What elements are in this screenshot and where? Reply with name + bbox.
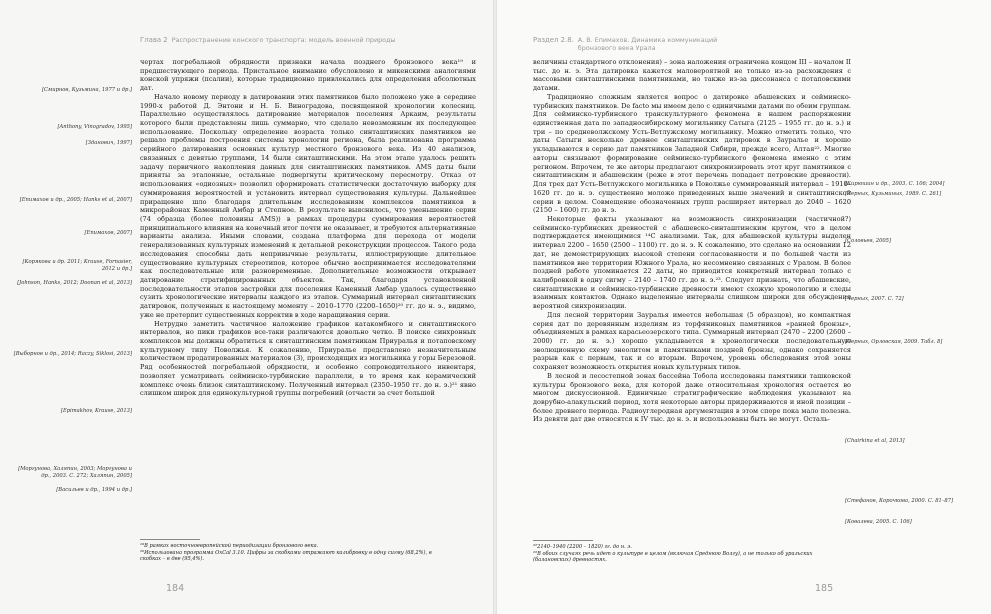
paragraph: В лесной и лесостепной зонах бассейна Тобола исследованы памятники ташковской культуры бронзового века, для которой даже относительная хронология остается во многом дискуссионной. Единичные стратиграфические наблюдения указывают на доврубно-алакульский период, хотя некоторые авторы придерживаются и иной позиции – более древнего периода. Радиоуглеродная аргументация в этом споре пока мало полезна. Из девяти дат две относятся к IV тыс. до н. э. и использованы быть не могут. Осталь-	[533, 371, 851, 424]
section-label: Раздел 2.8.	[533, 36, 574, 44]
margin-citation: [Ковалева, 2005. С. 106]	[845, 519, 912, 525]
paragraph: Нетрудно заметить частичное наложение графиков катакомбного и синташтинского интервалов, но пики графиков все-таки различаются довольно четко. В поиске синхронных комплексов мы должны обратиться к синташтинским памятникам Приуралья и потаповскому культурному типу Поволжья. К сожалению, Приуралье представлено незначительным количеством продатированных материалов (3), происходящих из могильника у горы Березовой. Ряд особенностей погребальной обрядности, и особенно сопроводительного инвентаря, позволяет усматривать сейминско-турбинские параллели, в то время как керамический комплекс очень близок синташтинскому. Полученный интервал (2350–1950 гг. до н. э.)²¹ явно слишком широк для единокультурной группы погребений (отчасти за счет большой	[140, 319, 476, 398]
margin-citation: [Anthony, Vinogradov, 1995]	[57, 124, 132, 130]
footnote-rule	[533, 540, 593, 541]
margin-citation: [Стефанов, Корочкова, 2000. С. 81–87]	[845, 498, 954, 504]
page-number-right: 185	[815, 583, 834, 594]
margin-citation: [Выборнов и др., 2014; Raczy, Siklosi, 2013]	[13, 351, 132, 357]
margin-citation: [Epimakhov, Krause, 2013]	[60, 408, 132, 414]
chapter-label: Глава 2	[140, 36, 168, 44]
paragraph: чертах погребальной обрядности признаки начала позднего бронзового века¹⁹ и предшествующего периода. Пристальное внимание обусловлено и микенскими аналогиями конской упряжи (псалии), которые традиционно привлекались для определения абсолютных дат.	[140, 58, 476, 93]
margin-citation: [Кирюшин и др., 2003. С. 106; 2004]	[845, 181, 945, 187]
paragraph: величины стандартного отклонения) – зона наложения ограничена концом III – началом II тыс. до н. э. Эта датировка кажется маловероятной не только из-за расхождения с массовыми синташтинскими памятниками, но также из-за диссонанса с потаповскими датами.	[533, 58, 851, 93]
margin-citation: [Johnson, Hanks, 2012; Doonan et al, 2013]	[17, 280, 132, 286]
footnote: ¹⁹В рамках восточноевропейской периодизации бронзового века.	[140, 543, 319, 549]
footnote: ²²2140–1940 (2200 – 1820) гг. до н. э.	[533, 544, 632, 550]
paragraph: Некоторые факты указывают на возможность синхронизации (частичной?) сейминско-турбинских древностей с абашевско-синташтинским кругом, что в целом подтверждается имеющимися ¹⁴С анализами. Так, для абашевской культуры выделен интервал 2200 – 1650 (2500 – 1100) гг. до н. э. К сожалению, это сделано на основании 12 дат, не демонстрирующих высокой степени согласованности и по большей части из памятников вне территории Южного Урала, но несомненно связанных с Уралом. В более поздней работе упоминается 22 даты, но приводится конкретный интервал только с калибровкой в одну сигму – 2140 – 1740 гг. до н. э.²³. Следует признать, что абашевские, синташтинские и сейминско-турбинские древности имеют схожую хронологию и следы взаимных контактов. Однако выделенные интервалы слишком широки для обсуждения вероятной синхронизации.	[533, 214, 851, 311]
running-head-right	[533, 36, 728, 52]
book-gutter	[493, 0, 497, 614]
footnotes-right	[533, 544, 833, 564]
margin-citation: [Зданович, 1997]	[85, 140, 132, 146]
margin-citation: [Соловьев, 2005]	[845, 238, 891, 244]
paragraph: Традиционно сложным является вопрос о датировке абашевских и сейминско-турбинских памятников. De facto мы имеем дело с единичными датами по обеим группам. Для сейминско-турбинского транскультурного феномена в нашем распоряжении единственная дата по западносибирскому могильнику Сатыга (2125 – 1955 гг. до н. э.) и три – по средневолжскому Усть-Ветлужскому могильнику. Можно отметить только, что даты Сатыги несколько древнее синташтинских датировок в Зауралье и хорошо укладываются в серию дат памятников Западной Сибири, прежде всего, Алтая²². Многие авторы связывают формирование сейминско-турбинского феномена именно с этим регионом. Впрочем, те же авторы предлагают синхронизировать этот круг памятников с синташтинским и абашевским (реже в этот перечень попадает петровские древности). Для трех дат Усть-Ветлужского могильника в Поволжье суммированный интервал – 1910–1620 гг. до н. э. существенно моложе приведенных выше значений и синташтинской серии в целом. Совмещение обозначенных групп расширяет интервал до 2040 – 1620 (2150 – 1600) гг. до н. э.	[533, 92, 851, 215]
footnote: ²⁰Использована программа OxCal 3.10. Цифры за скобками отражают калибровку в одну сигму (68,2%), в скобках – в две (95,4%).	[140, 549, 432, 563]
margin-citation: [Моргунова, Халяпин, 2003; Моргунова и др., 2003. С. 272; Халяпин, 2005]	[18, 466, 132, 479]
running-head-left	[140, 36, 396, 45]
margin-citation: [Епимахов, 2007]	[84, 230, 132, 236]
margin-citation: [Черных, Кузьминых, 1989. С. 261]	[845, 191, 942, 197]
margin-citation: [Черных, 2007. С. 72]	[845, 296, 904, 302]
chapter-title: Распространение конского транспорта: модель военной природы	[171, 36, 396, 44]
margin-citation: [Васильев и др., 1994 и др.]	[56, 487, 132, 493]
margin-citation: [Корякова и др. 2011; Krause, Fornasier, 2012 и др.]	[22, 259, 132, 272]
footnote: ²³В обоих случаях речь идет о культуре в целом (включая Среднюю Волгу), а не только об уральских (балановских) древностях.	[533, 550, 813, 564]
margin-citation: [Смирнов, Кузьмина, 1977 и др.]	[41, 87, 132, 93]
page-number-left: 184	[166, 583, 185, 594]
left-body-text	[140, 58, 476, 398]
paragraph: Начало новому периоду в датировании этих памятников было положено уже в середине 1990-х работой Д. Энтони и Н. Б. Виноградова, посвященной хронологии колесниц. Параллельно осуществлялось датирование материалов поселения Аркаим, результаты которого были представлены лишь суммарно, что сделало невозможным их последующее использование. Поскольку определение возраста только синташтинских памятников не решало проблемы построения системы хронологии региона, была реализована программа серийного датирования основных культур местного бронзового века. Из 40 анализов, связанных с девятью группами, 14 были синташтинскими. На этом этапе удалось решить задачу первичного накопления данных для синташтинских памятников. AMS даты были приняты за эталонные, остальные подвергнуты критическому пересмотру. Отказ от использования «одиозных» позволил сформировать статистически достаточную выборку для суммирования вероятностей и установить интервал существования культуры. Дальнейшее приращение шло благодаря длительным исследованиям комплексов памятников в микрорайонах Каменный Амбар и Степное. В результате выяснилось, что уменьшение серии (74 образца (более половины AMS)) в рамках процедуры суммирования вероятностей принципиального влияния на конечный итог почти не оказывает, и требуются альтернативные варианты анализа. Иными словами, создана платформа для перехода от модели генерализованных культурных изменений к детальной реконструкции процессов. Такого рода исследования способны дать непривычные результаты, иллюстрирующие длительное существование культурных стереотипов, которое обычно воспринимается исследователями как последовательные или разновременные. Дополнительные возможности открывает датирование стратифицированных объектов. Так, благодаря установленной последовательности этапов застройки для поселения Каменный Амбар удалось существенно сузить хронологические интервалы каждого из этапов. Суммарный интервал синташтинских датировок, полученных к настоящему моменту – 2010–1770 (2200–1650)²⁰ гг. до н. э., видимо, уже не претерпит существенных корректив в ходе наращивания серии.	[140, 92, 476, 319]
margin-citation: [Черных, Орловская, 2009. Табл. 8]	[845, 339, 943, 345]
right-body-text	[533, 58, 851, 424]
margin-citation: [Chairkina et al, 2013]	[845, 438, 905, 444]
section-title: А. В. Епимахов. Динамика коммуникаций бронзового века Урала	[577, 36, 718, 52]
footnotes-left	[140, 543, 440, 563]
paragraph: Для лесной территории Зауралья имеется небольшая (5 образцов), но компактная серия дат по деревянным изделиям из торфяниковых памятников «ранней бронзы», объединяемых в рамках карасьеозерского типа. Суммарный интервал (2470 – 2200 (2600 – 2000) гг. до н. э.) хорошо укладывается в хронологически последовательную эволюционную схему энеолитом и памятниками поздней бронзы, однако сохраняется разрыв как с первым, так и со вторым. Впрочем, уровень обследования этой зоны сохраняет возможность открытия новых культурных типов.	[533, 310, 851, 372]
margin-citation: [Епимахов и др., 2005; Hanks et al, 2007]	[19, 197, 132, 203]
footnote-rule	[140, 539, 200, 540]
